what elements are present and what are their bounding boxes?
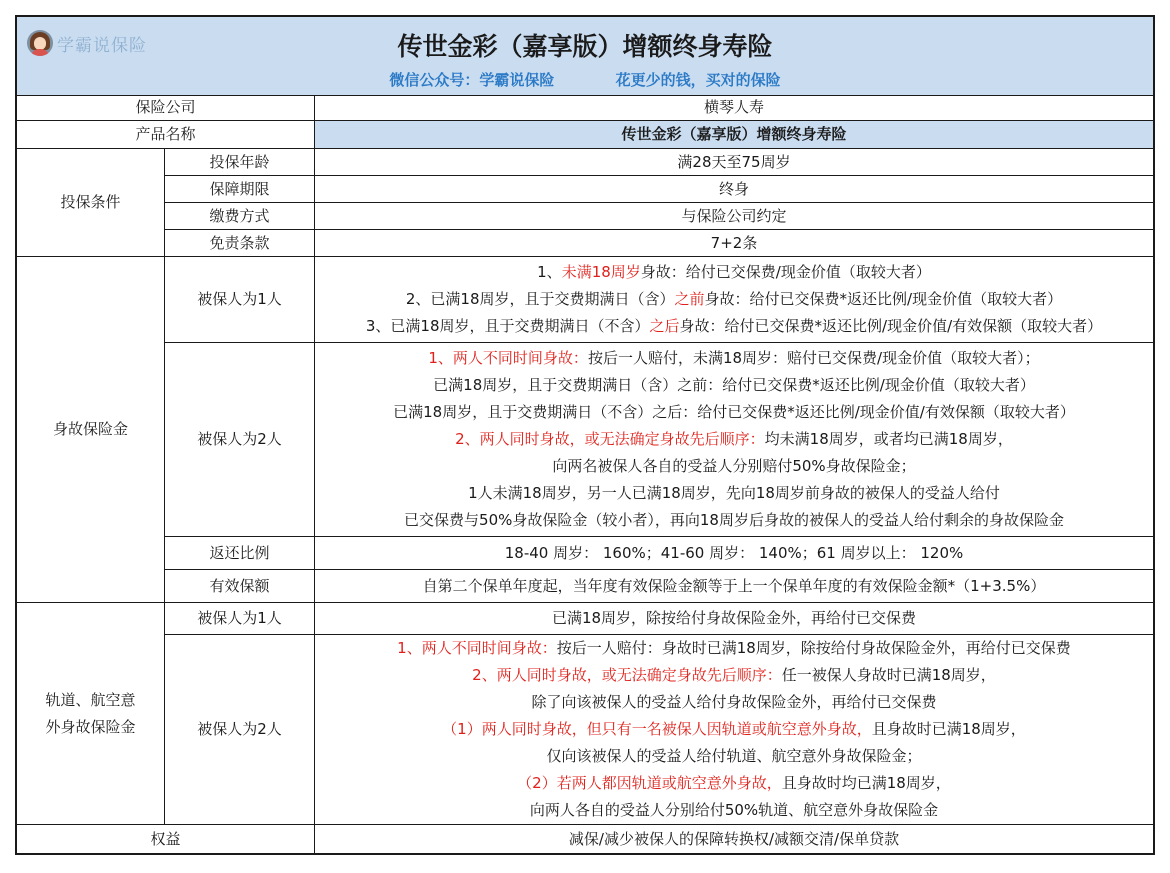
text-line: （1）两人同时身故，但只有一名被保人因轨道或航空意外身故，且身故时已满18周岁，	[442, 720, 1026, 738]
death-benefit-label: 身故保险金	[17, 257, 165, 603]
text-line: 1、未满18周岁身故：给付已交保费/现金价值（取较大者）	[537, 263, 931, 281]
age-label: 投保年龄	[165, 149, 315, 176]
payment-label: 缴费方式	[165, 203, 315, 230]
insurance-comparison-table	[15, 15, 1155, 855]
text-line: 1、两人不同时间身故：按后一人赔付：身故时已满18周岁，除按给付身故保险金外，再给付已交保费	[397, 639, 1071, 657]
subtitle	[17, 69, 1153, 90]
text-line: 1、两人不同时间身故：按后一人赔付，未满18周岁：赔付已交保费/现金价值（取较大者）；	[428, 349, 1040, 367]
exclusion-value: 7+2条	[315, 230, 1153, 257]
page-title: 传世金彩（嘉享版）增额终身寿险	[397, 32, 773, 61]
age-value: 满28天至75周岁	[315, 149, 1153, 176]
accident-two-insured-label: 被保人为2人	[165, 635, 315, 825]
text-line: 已满18周岁，且于交费期满日（不含）之后：给付已交保费*返还比例/现金价值/有效保额（取较大者）	[393, 403, 1075, 421]
conditions-label: 投保条件	[17, 149, 165, 257]
return-ratio-value: 18-40 周岁： 160%；41-60 周岁： 140%；61 周岁以上： 120%	[315, 537, 1153, 570]
exclusion-label: 免责条款	[165, 230, 315, 257]
period-value: 终身	[315, 176, 1153, 203]
accident-benefit-label: 轨道、航空意 外身故保险金	[17, 603, 165, 825]
accident-two-insured-detail	[315, 635, 1153, 825]
company-value: 横琴人寿	[315, 95, 1153, 121]
text-line: 向两人各自的受益人分别给付50%轨道、航空意外身故保险金	[529, 801, 939, 819]
death-two-insured-label: 被保人为2人	[165, 343, 315, 537]
product-value: 传世金彩（嘉享版）增额终身寿险	[315, 121, 1153, 149]
effective-amount-label: 有效保额	[165, 570, 315, 603]
rights-label: 权益	[17, 825, 315, 853]
accident-one-insured-label: 被保人为1人	[165, 603, 315, 635]
payment-value: 与保险公司约定	[315, 203, 1153, 230]
text-line: 1人未满18周岁，另一人已满18周岁，先向18周岁前身故的被保人的受益人给付	[468, 484, 1000, 502]
text-line: 除了向该被保人的受益人给付身故保险金外，再给付已交保费	[531, 693, 937, 711]
accident-one-insured-detail: 已满18周岁，除按给付身故保险金外，再给付已交保费	[315, 603, 1153, 635]
text-line: 仅向该被保人的受益人给付轨道、航空意外身故保险金；	[546, 747, 922, 765]
company-label: 保险公司	[17, 95, 315, 121]
death-two-insured-detail	[315, 343, 1153, 537]
text-line: 2、两人同时身故，或无法确定身故先后顺序：任一被保人身故时已满18周岁，	[472, 666, 996, 684]
slogan: 花更少的钱，买对的保险	[615, 71, 781, 89]
death-one-insured-label: 被保人为1人	[165, 257, 315, 343]
text-line: 3、已满18周岁，且于交费期满日（不含）之后身故：给付已交保费*返还比例/现金价值/有效保额（取较大者）	[365, 317, 1103, 335]
period-label: 保障期限	[165, 176, 315, 203]
text-line: 向两名被保人各自的受益人分别赔付50%身故保险金；	[552, 457, 916, 475]
return-ratio-label: 返还比例	[165, 537, 315, 570]
rights-value: 减保/减少被保人的保障转换权/减额交清/保单贷款	[568, 829, 900, 848]
logo-text: 学霸说保险	[57, 35, 147, 56]
effective-amount-value: 自第二个保单年度起，当年度有效保险金额等于上一个保单年度的有效保险金额*（1+3.5%）	[315, 570, 1153, 603]
text-line: （2）若两人都因轨道或航空意外身故，且身故时均已满18周岁，	[517, 774, 951, 792]
wechat-account: 微信公众号：学霸说保险	[389, 71, 555, 89]
text-line: 已满18周岁，且于交费期满日（含）之前：给付已交保费*返还比例/现金价值（取较大者）	[433, 376, 1035, 394]
table-header	[17, 17, 1153, 96]
product-label: 产品名称	[17, 121, 315, 149]
text-line: 2、已满18周岁，且于交费期满日（含）之前身故：给付已交保费*返还比例/现金价值（取较大者）	[405, 290, 1063, 308]
text-line: 已交保费与50%身故保险金（较小者），再向18周岁后身故的被保人的受益人给付剩余的身故保险金	[404, 511, 1064, 529]
death-one-insured-detail	[315, 257, 1153, 343]
text-line: 2、两人同时身故，或无法确定身故先后顺序：均未满18周岁，或者均已满18周岁，	[455, 430, 1013, 448]
